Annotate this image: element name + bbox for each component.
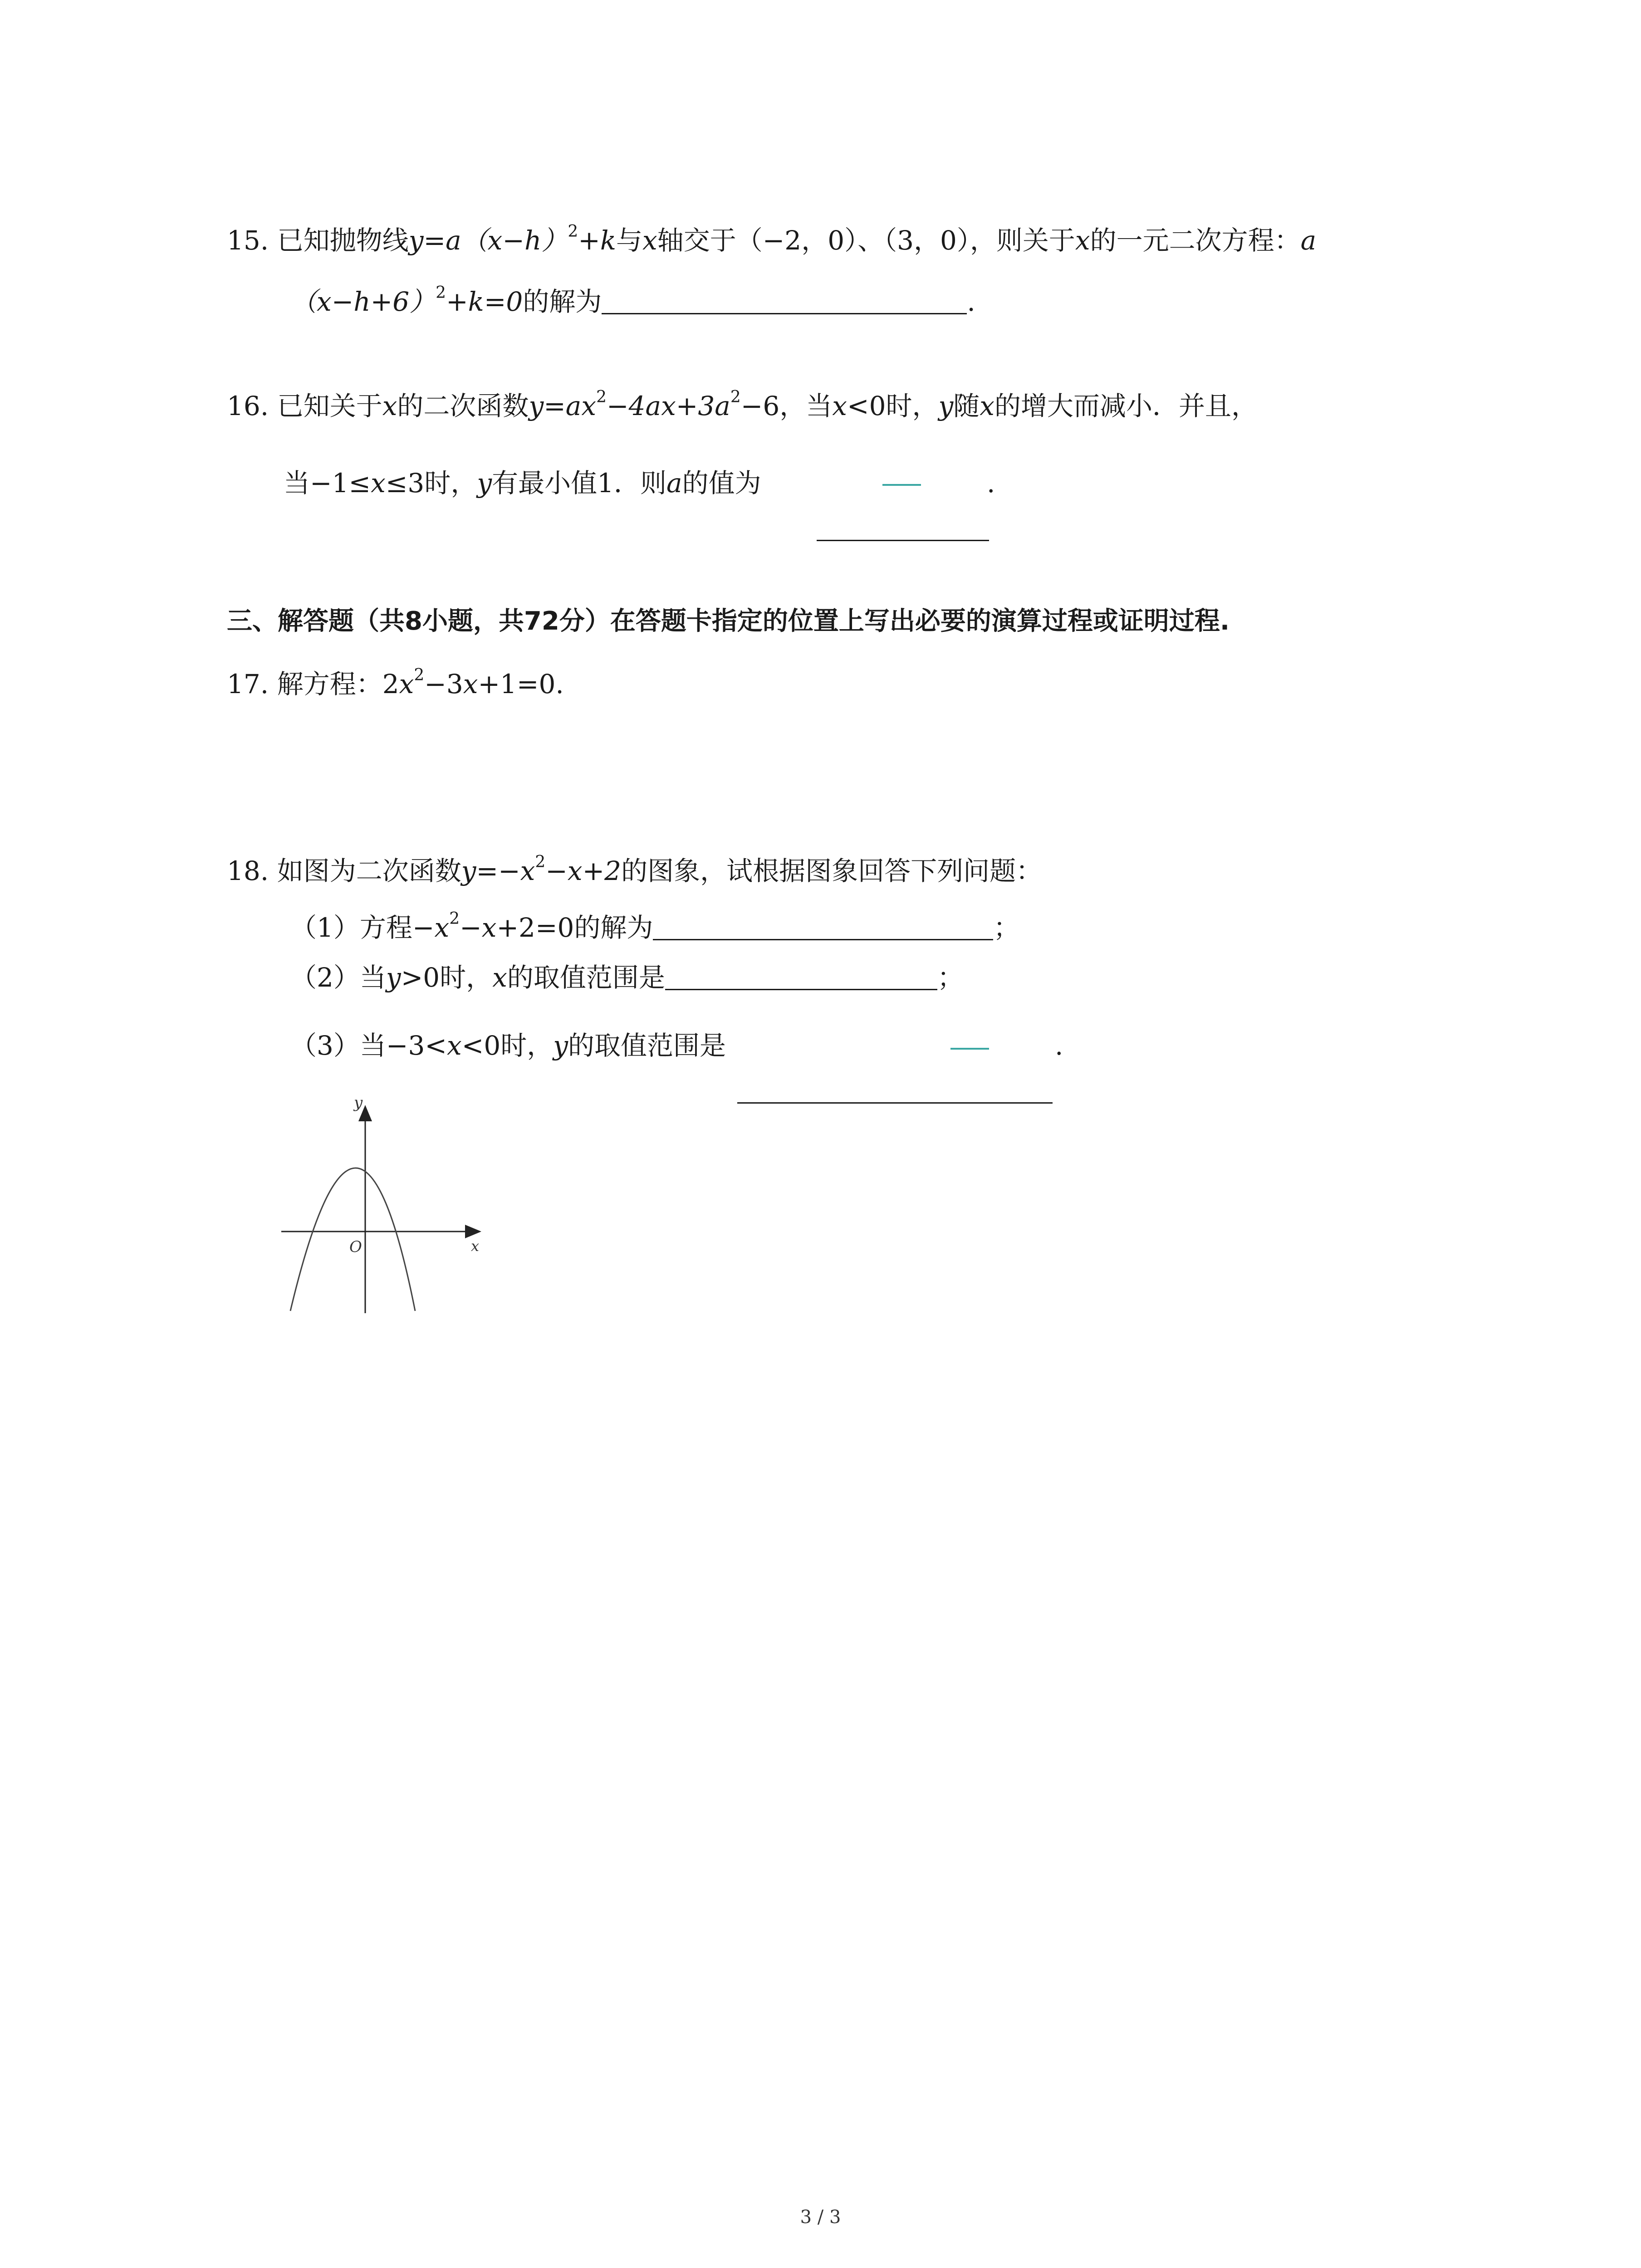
q18-part1: （1）方程$-x^2-x+2=0$的解为 ； xyxy=(290,909,1020,943)
q15-line1: 15. 已知抛物线$y=a(x-h)^2+k$与x轴交于（−2，0）、（3，0），则关于x的一元二次方程：a xyxy=(227,222,1317,256)
q17-line: 17. 解方程：$2x^2-3x+1=0$. xyxy=(227,666,564,699)
q17-number: 17. xyxy=(227,669,269,699)
q18-part2-blank[interactable] xyxy=(665,989,937,990)
y-axis-label: y xyxy=(354,1098,363,1112)
q16-number: 16. xyxy=(227,391,269,421)
x-axis-label: x xyxy=(471,1237,480,1255)
q18-part3-period: . xyxy=(1055,1030,1063,1061)
q16-period: . xyxy=(987,468,995,499)
q18-number: 18. xyxy=(227,855,269,886)
q16-teal-mark xyxy=(882,484,921,486)
q15-answer-blank[interactable] xyxy=(602,313,967,314)
q16-answer-blank[interactable] xyxy=(817,540,989,541)
q18-line: 18. 如图为二次函数$y=-x^2-x+2$的图象，试根据图象回答下列问题： xyxy=(227,853,1043,886)
q18-part3-blank[interactable] xyxy=(737,1102,1053,1104)
parabola-graph xyxy=(272,1098,490,1315)
q15-number: 15. xyxy=(227,225,269,256)
q18-part1-blank[interactable] xyxy=(653,939,993,940)
q15-line2: $(x-h+6)^2+k=0$的解为 . xyxy=(290,284,975,317)
section-3-heading: 三、解答题（共8小题，共72分）在答题卡指定的位置上写出必要的演算过程或证明过程. xyxy=(227,606,1230,636)
q18-teal-mark xyxy=(950,1048,989,1050)
q16-line2: 当−1≤x≤3时，y有最小值1．则a的值为 xyxy=(284,468,761,499)
q18-part2: （2）当y>0时，x的取值范围是 ； xyxy=(290,962,964,993)
page-number: 3 / 3 xyxy=(800,2207,841,2228)
q16-line1: 16. 已知关于x的二次函数$y=ax^2-4ax+3a^2-6$，当x<0时，y随x的增大而减小．并且， xyxy=(227,388,1258,421)
origin-label: O xyxy=(349,1238,362,1256)
q18-part3: （3）当−3<x<0时，y的取值范围是 xyxy=(290,1030,726,1061)
